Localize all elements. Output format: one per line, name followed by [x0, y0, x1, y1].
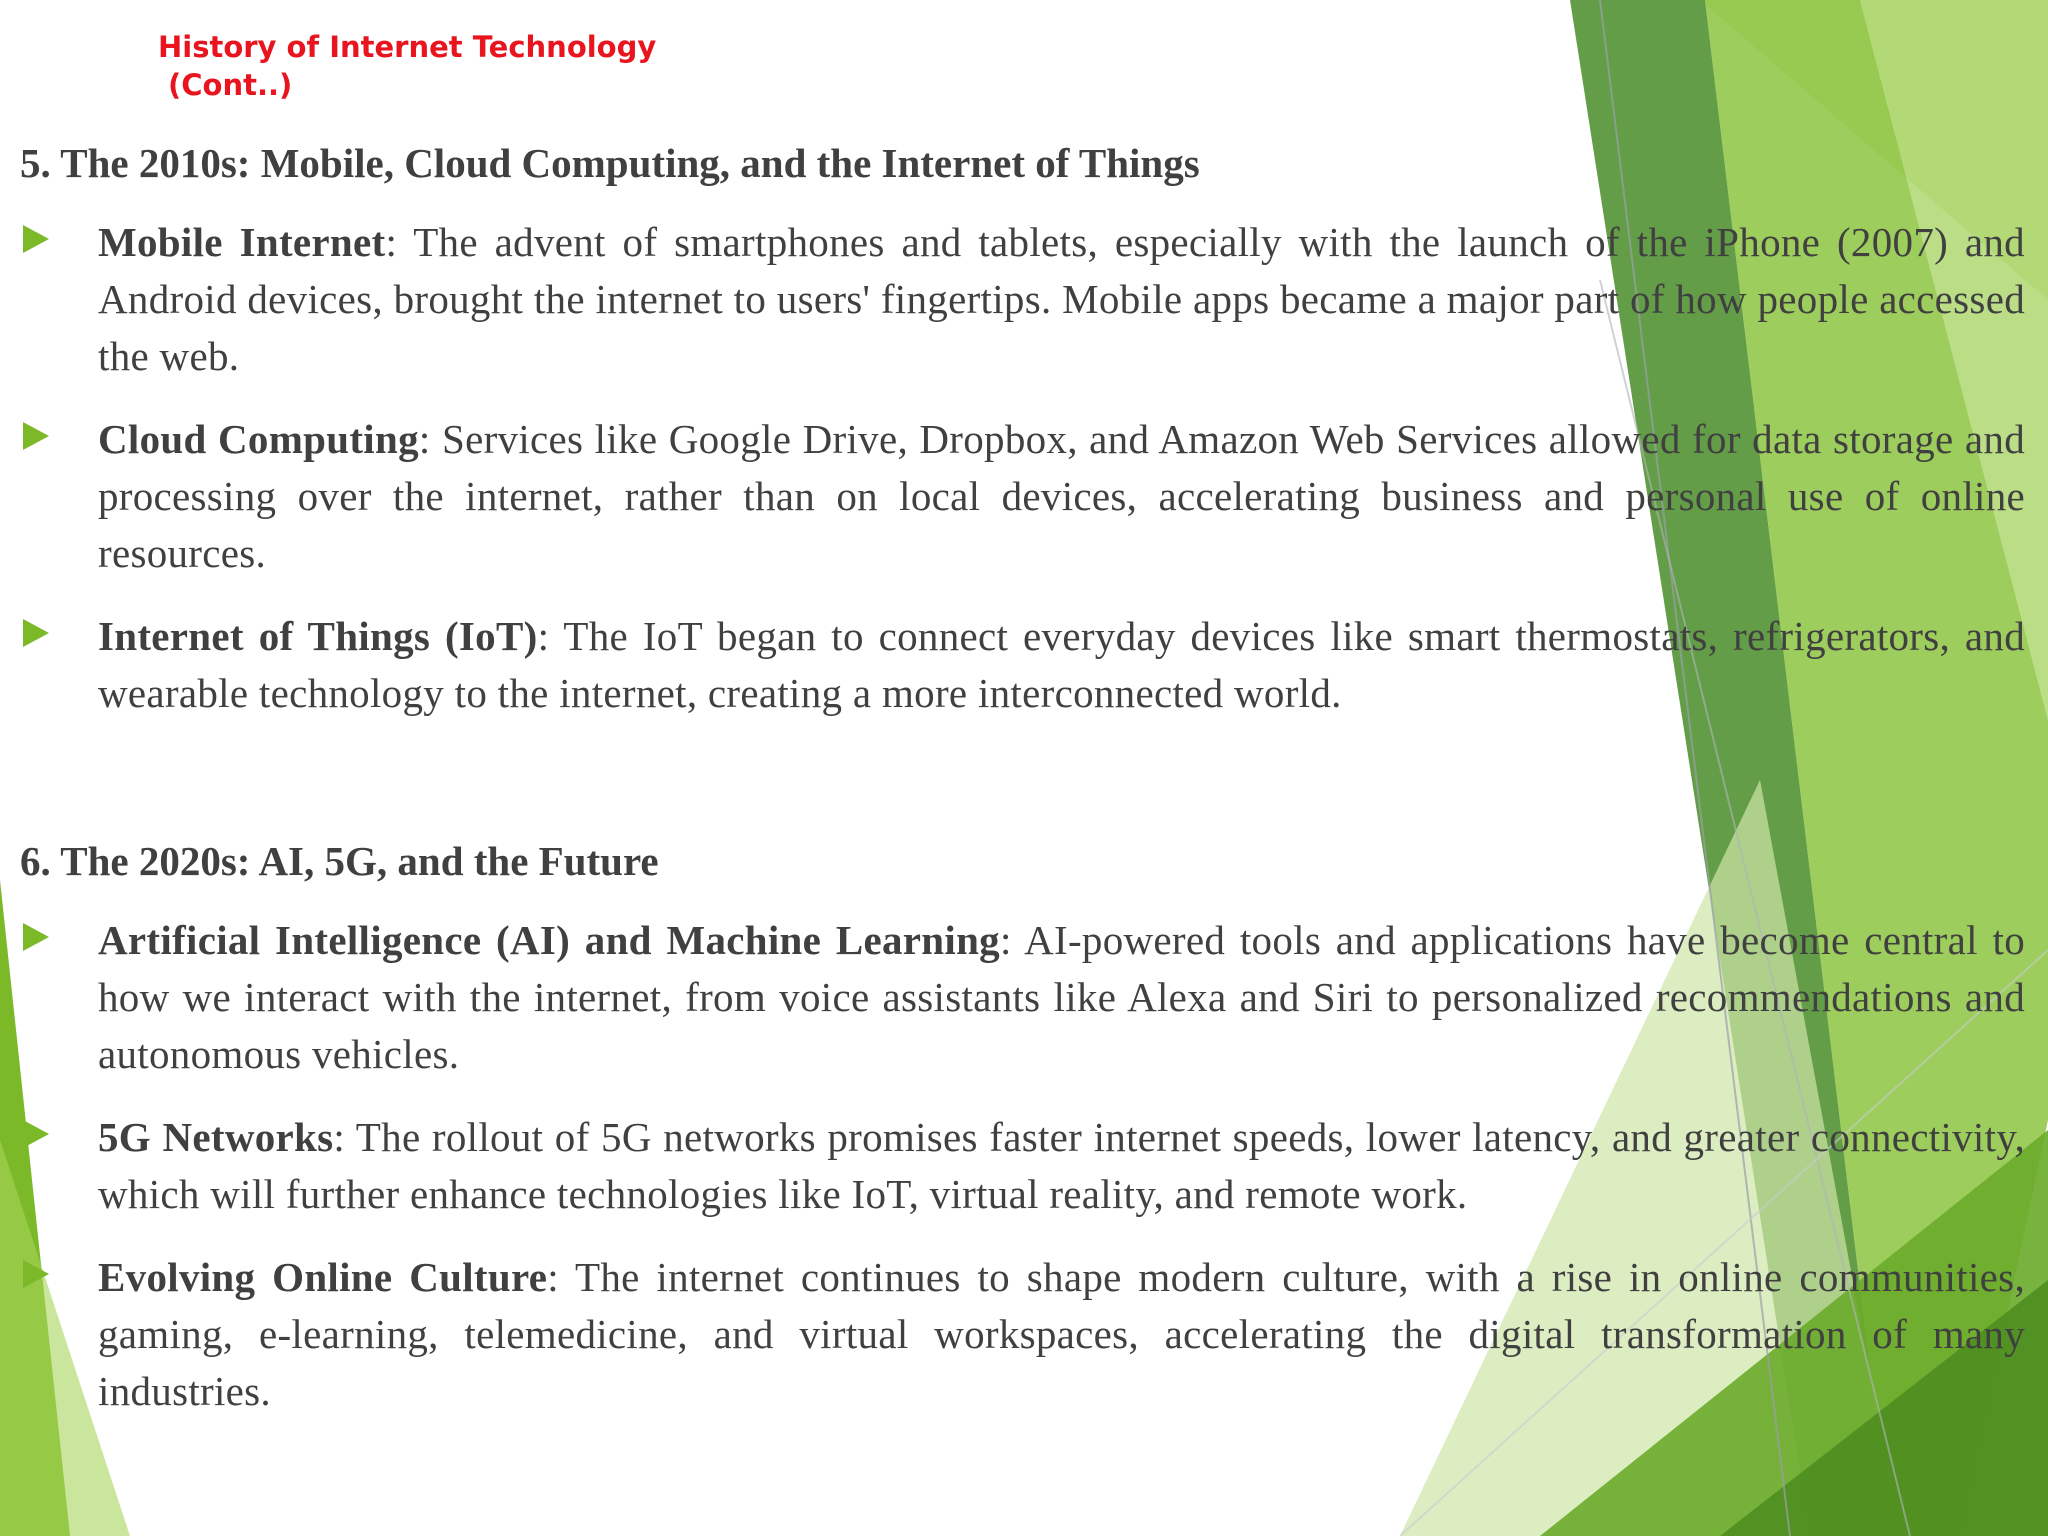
bullet-term: Evolving Online Culture	[98, 1254, 548, 1300]
bullet-cloud-computing	[20, 411, 2025, 582]
bullet-iot	[20, 608, 2025, 722]
bullet-ai-ml	[20, 912, 2025, 1083]
section-heading-2020s: 6. The 2020s: AI, 5G, and the Future	[20, 838, 659, 884]
bullet-text: : AI-powered tools and applications have become central to how we interact with the internet, from voice assistants like Alexa and Siri to personalized recommendations and autonomous vehicles.	[98, 917, 2026, 1077]
bullet-arrow-icon	[23, 422, 49, 450]
bullet-mobile-internet	[20, 214, 2025, 385]
bullet-arrow-icon	[23, 923, 49, 951]
bullet-term: Cloud Computing	[98, 416, 419, 462]
bullet-arrow-icon	[23, 225, 49, 253]
bullet-text: : The rollout of 5G networks promises faster internet speeds, lower latency, and greater connectivity, which will further enhance technologies like IoT, virtual reality, and remote work.	[98, 1114, 2026, 1217]
section-heading-2010s: 5. The 2010s: Mobile, Cloud Computing, and the Internet of Things	[20, 140, 1200, 186]
bullet-arrow-icon	[23, 1120, 49, 1148]
bullet-text: : Services like Google Drive, Dropbox, and Amazon Web Services allowed for data storage and processing over the internet, rather than on local devices, accelerating business and personal use of online resources.	[98, 416, 2025, 576]
slide-header	[158, 28, 656, 104]
bullet-5g-networks	[20, 1109, 2025, 1223]
bullet-online-culture	[20, 1249, 2025, 1420]
bullet-term: 5G Networks	[98, 1114, 334, 1160]
bullet-term: Internet of Things (IoT)	[98, 613, 538, 659]
bullet-term: Mobile Internet	[98, 219, 386, 265]
slide-title: History of Internet Technology	[158, 30, 657, 64]
slide-subtitle: (Cont..)	[168, 68, 293, 102]
bullet-arrow-icon	[23, 1260, 49, 1288]
bullet-text: : The advent of smartphones and tablets, especially with the launch of the iPhone (2007) and Android devices, brought the internet to users' fingertips. Mobile apps became a major part of how people accessed the web.	[98, 219, 2025, 379]
slide-content	[20, 134, 2025, 1446]
bullet-text: : The internet continues to shape modern culture, with a rise in online communities, gaming, e-learning, telemedicine, and virtual workspaces, accelerating the digital transformation of many industries.	[98, 1254, 2025, 1414]
bullet-term: Artificial Intelligence (AI) and Machine Learning	[98, 917, 1000, 963]
bullet-arrow-icon	[23, 619, 49, 647]
bullet-text: : The IoT began to connect everyday devices like smart thermostats, refrigerators, and wearable technology to the internet, creating a more interconnected world.	[98, 613, 2026, 716]
